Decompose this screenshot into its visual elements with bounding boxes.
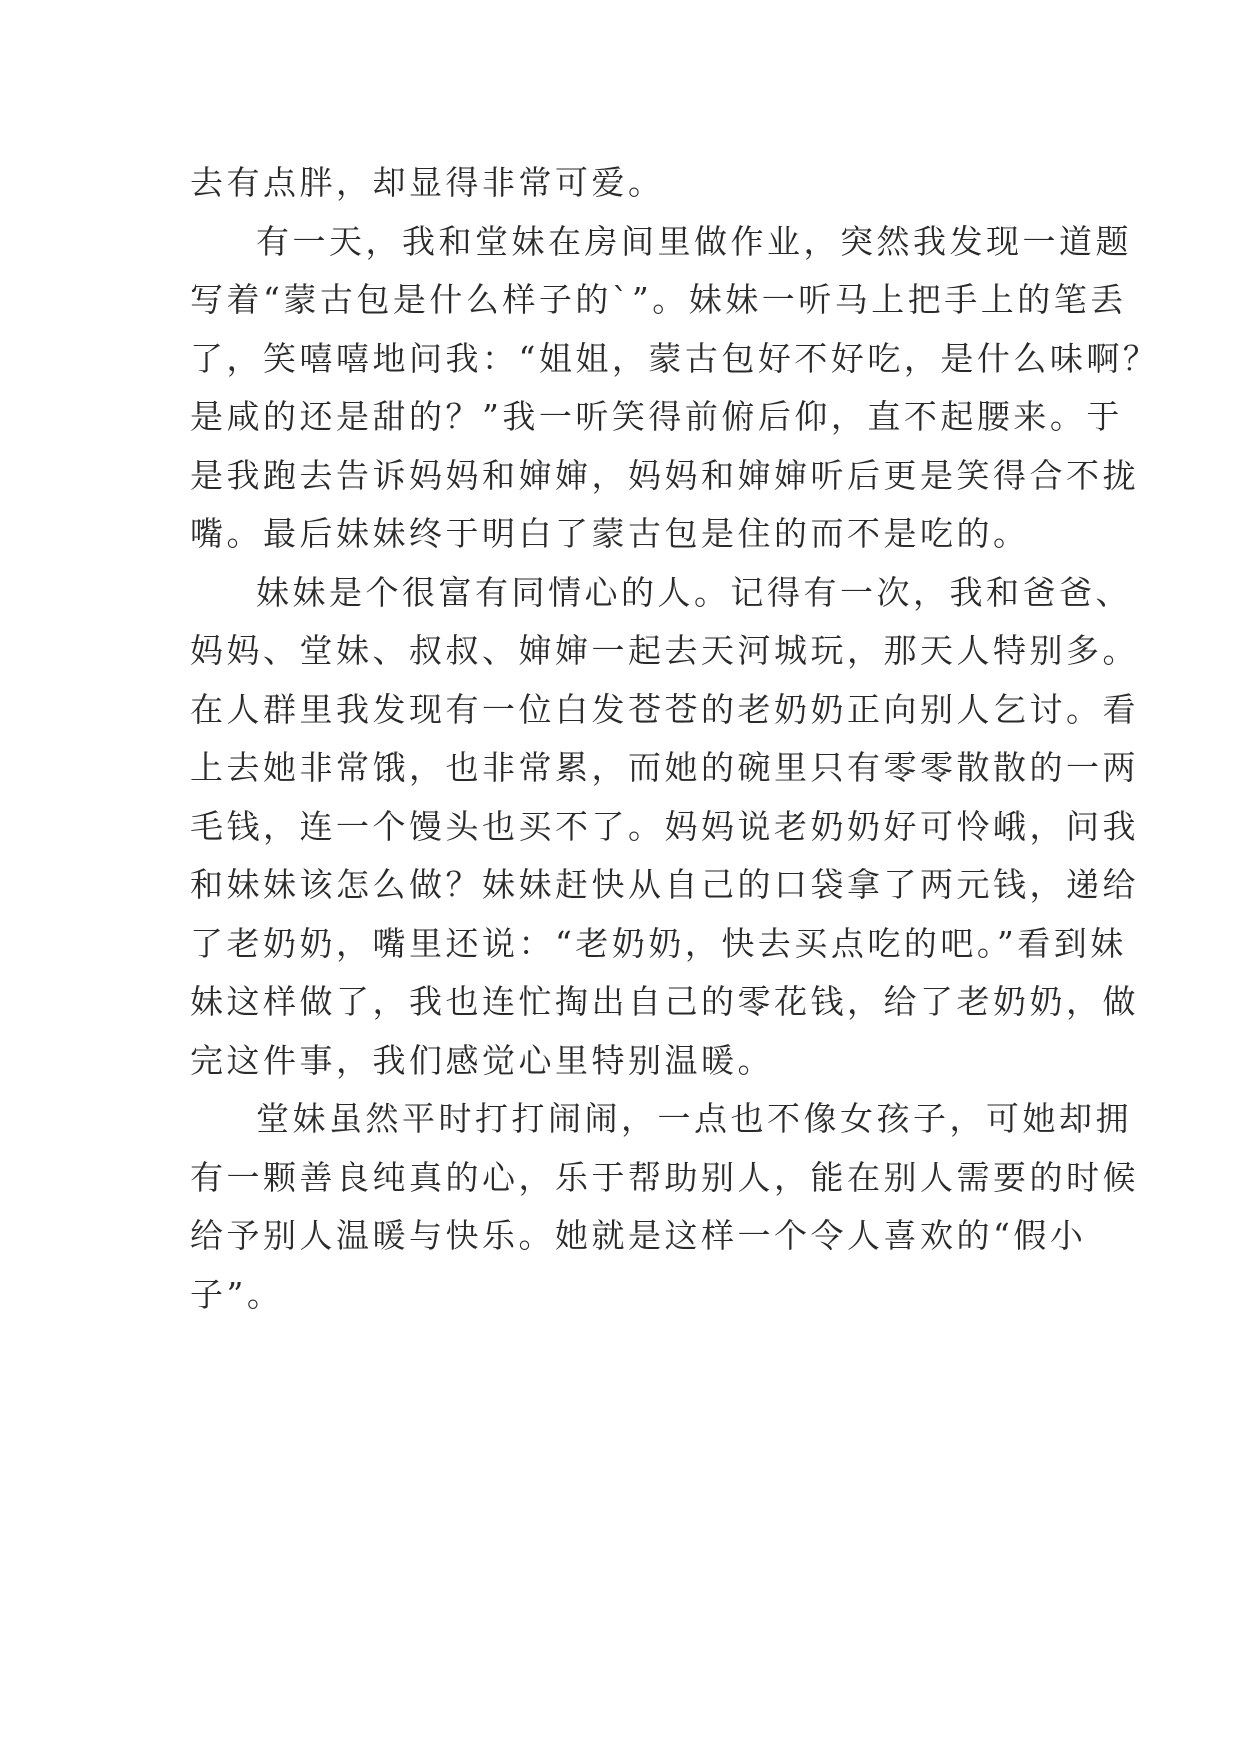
essay-body	[190, 154, 1160, 1324]
text-line: 妹这样做了，我也连忙掏出自己的零花钱，给了老奶奶，做	[190, 982, 1139, 1021]
text-line: 完这件事，我们感觉心里特别温暖。	[190, 1040, 774, 1080]
text-line: 妹妹是个很富有同情心的人。记得有一次，我和爸爸、	[256, 572, 1132, 612]
text-line: 是我跑去告诉妈妈和婶婶，妈妈和婶婶听后更是笑得合不拢	[190, 455, 1139, 495]
text-line: 去有点胖，却显得非常可爱。	[190, 163, 665, 202]
text-line: 上去她非常饿，也非常累，而她的碗里只有零零散散的一两	[190, 748, 1139, 787]
text-line: 了老奶奶，嘴里还说：“老奶奶，快去买点吃的吧。”看到妹	[190, 923, 1127, 963]
text-line: 子”。	[190, 1274, 284, 1314]
text-line: 给予别人温暖与快乐。她就是这样一个令人喜欢的“假小	[190, 1216, 1087, 1255]
text-line: 是咸的还是甜的？”我一听笑得前俯后仰，直不起腰来。于	[190, 397, 1123, 436]
text-line: 毛钱，连一个馒头也买不了。妈妈说老奶奶好可怜峨，问我	[190, 806, 1139, 846]
text-line: 和妹妹该怎么做？妹妹赶快从自己的口袋拿了两元钱，递给	[190, 865, 1139, 904]
text-line: 了，笑嘻嘻地问我：“姐姐，蒙古包好不好吃，是什么味啊？	[190, 338, 1160, 378]
text-line: 嘴。最后妹妹终于明白了蒙古包是住的而不是吃的。	[190, 514, 1030, 553]
text-line: 写着“蒙古包是什么样子的`”。妹妹一听马上把手上的笔丢	[190, 280, 1127, 319]
text-line: 有一天，我和堂妹在房间里做作业，突然我发现一道题	[256, 221, 1132, 261]
text-line: 有一颗善良纯真的心，乐于帮助别人，能在别人需要的时候	[190, 1157, 1139, 1197]
text-line: 妈妈、堂妹、叔叔、婶婶一起去天河城玩，那天人特别多。	[190, 631, 1139, 670]
text-line: 堂妹虽然平时打打闹闹，一点也不像女孩子，可她却拥	[256, 1099, 1132, 1138]
text-line: 在人群里我发现有一位白发苍苍的老奶奶正向别人乞讨。看	[190, 689, 1139, 729]
